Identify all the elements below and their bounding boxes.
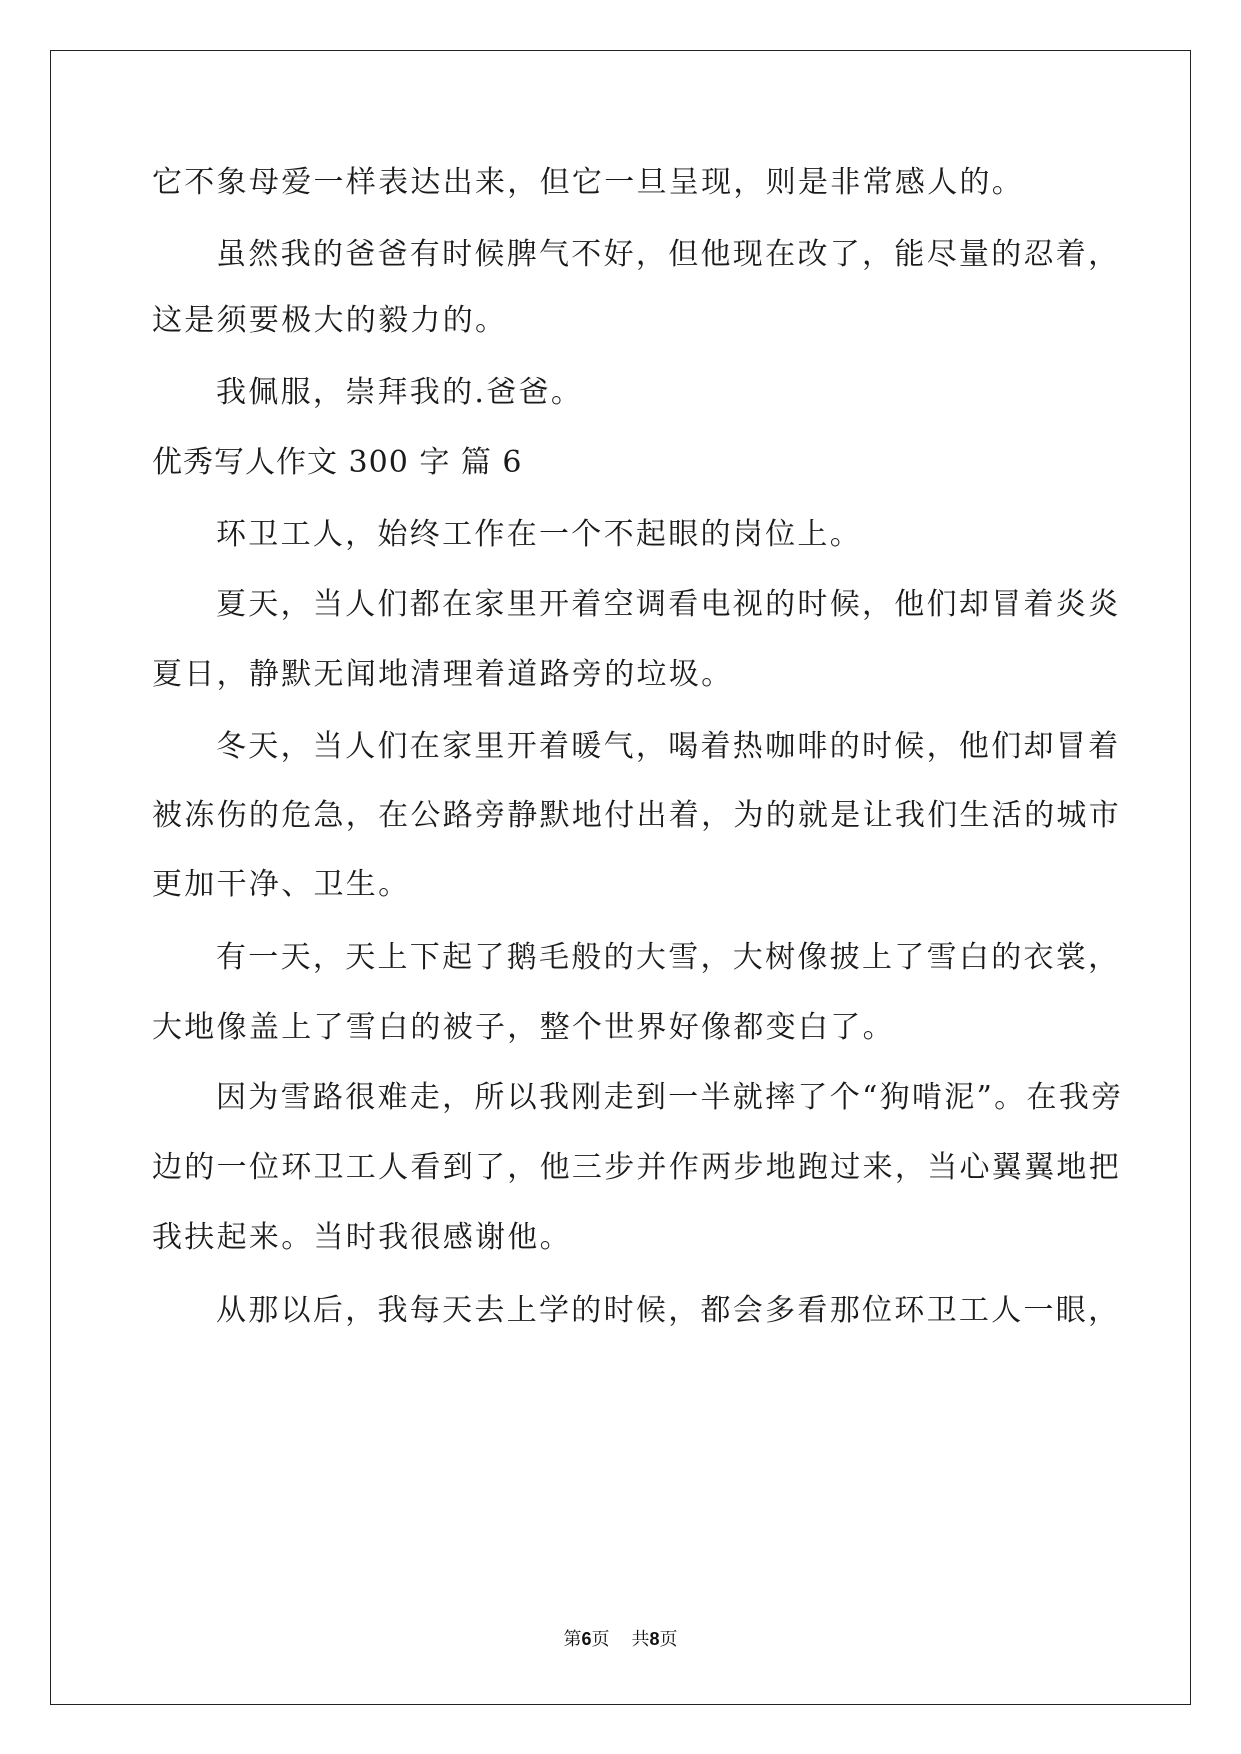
paragraph-line: 我扶起来。当时我很感谢他。	[152, 1220, 572, 1255]
paragraph-line: 夏日，静默无闻地清理着道路旁的垃圾。	[152, 657, 734, 692]
current-page-number: 6	[581, 1629, 592, 1649]
paragraph-line: 从那以后，我每天去上学的时候，都会多看那位环卫工人一眼，	[216, 1293, 1121, 1328]
paragraph-line: 我佩服，崇拜我的.爸爸。	[216, 375, 584, 410]
paragraph-line: 大地像盖上了雪白的被子，整个世界好像都变白了。	[152, 1010, 895, 1045]
paragraph-line: 被冻伤的危急，在公路旁静默地付出着，为的就是让我们生活的城市	[152, 798, 1121, 833]
total-page-number: 8	[649, 1629, 660, 1649]
paragraph-line: 有一天，天上下起了鹅毛般的大雪，大树像披上了雪白的衣裳，	[216, 940, 1121, 975]
paragraph-line: 虽然我的爸爸有时候脾气不好，但他现在改了，能尽量的忍着，	[216, 237, 1121, 272]
page-suffix: 页	[591, 1629, 610, 1650]
paragraph-line: 夏天，当人们都在家里开着空调看电视的时候，他们却冒着炎炎	[216, 587, 1121, 622]
page-footer	[0, 1628, 1241, 1651]
paragraph-line: 边的一位环卫工人看到了，他三步并作两步地跑过来，当心翼翼地把	[152, 1150, 1121, 1185]
page-prefix: 第	[563, 1629, 582, 1650]
section-heading: 优秀写人作文 300 字 篇 6	[152, 445, 523, 480]
total-prefix: 共	[631, 1629, 650, 1650]
paragraph-line: 它不象母爱一样表达出来，但它一旦呈现，则是非常感人的。	[152, 165, 1025, 200]
paragraph-line: 更加干净、卫生。	[152, 867, 411, 902]
paragraph-line: 环卫工人，始终工作在一个不起眼的岗位上。	[216, 517, 862, 552]
paragraph-line: 因为雪路很难走，所以我刚走到一半就摔了个“狗啃泥”。在我旁	[216, 1080, 1124, 1115]
paragraph-line: 这是须要极大的毅力的。	[152, 303, 508, 338]
total-suffix: 页	[659, 1629, 678, 1650]
paragraph-line: 冬天，当人们在家里开着暖气，喝着热咖啡的时候，他们却冒着	[216, 729, 1121, 764]
